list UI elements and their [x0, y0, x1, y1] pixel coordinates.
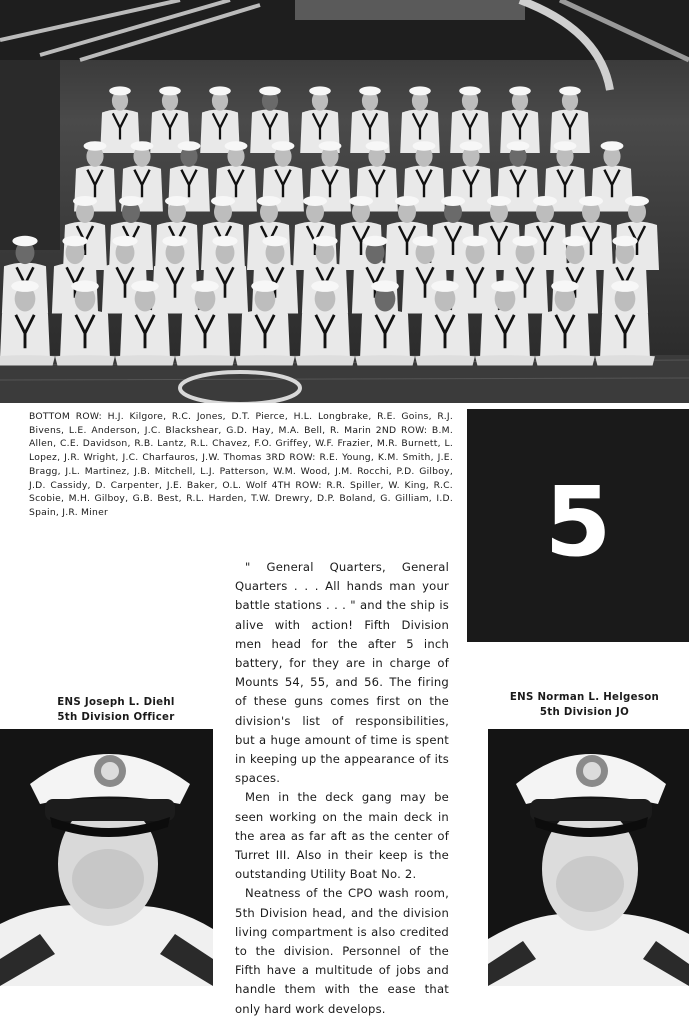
- group-photo-illustration: [0, 0, 689, 403]
- right-officer-title: 5th Division JO: [539, 707, 630, 718]
- officer-portrait-illustration: [488, 729, 689, 986]
- right-officer-name: ENS Norman L. Helgeson: [509, 692, 660, 703]
- left-officer-title: 5th Division Officer: [57, 712, 175, 723]
- caption-row-label: 3RD ROW:: [261, 452, 320, 464]
- body-paragraph: Neatness of the CPO wash room, 5th Division head, and the division living compartment is also credited to the division. Personnel of the Fifth have a multitude of jobs and handle them with the ease that only hard work develops.: [235, 886, 449, 1016]
- division-description: [235, 558, 449, 1019]
- left-officer-caption: [0, 695, 232, 725]
- body-paragraph: Men in the deck gang may be seen working on the main deck in the area as far aft as the center of Turret III. Also in their keep is the outstanding Utility Boat No. 2.: [235, 790, 449, 882]
- body-paragraph: " General Quarters, General Quarters . . . All hands man your battle stations . . . " and the ship is alive with action! Fifth Division men head for the after 5 inch battery, for they are in charge of Mounts 54, 55, and 56. The firing of these guns comes first on the division's list of responsibilities, but a huge amount of time is spent in keeping up the appearance of its spaces.: [235, 560, 449, 786]
- division-number-box: [467, 409, 689, 642]
- caption-row-names: R.E. Young, K.M. Smith, J.E. Bragg, J.L. Martinez, J.B. Mitchell, L.J. Patterson, W.M. Wood, J.M. Rocchi, P.D. Gilboy, J.D. Cassidy, D. Carpenter, J.E. Baker, O.L. Wolf: [29, 452, 453, 491]
- caption-row-label: BOTTOM ROW:: [29, 411, 108, 422]
- caption-row-label: 4TH ROW:: [266, 479, 327, 491]
- group-photo-caption: [29, 410, 453, 520]
- officer-portrait-illustration: [0, 729, 213, 986]
- caption-row-names: R.R. Spiller, W. King, R.C. Scobie, M.H. Gilboy, G.B. Best, R.L. Harden, T.W. Drewry, D.P. Boland, G. Gilliam, I.D. Spain, J.R. Miner: [29, 479, 453, 518]
- right-officer-caption: [480, 690, 689, 720]
- caption-row-names: B.M. Allen, C.E. Davidson, R.B. Lantz, R.L. Chavez, F.O. Griffey, W.F. Frazier, M.R. Burnett, L. Lopez, J.R. Wright, J.C. Charfauros, J.W. Thomas: [29, 424, 453, 464]
- caption-row-names: H.J. Kilgore, R.C. Jones, D.T. Pierce, H.L. Longbrake, R.E. Goins, R.J. Bivens, L.E. Anderson, J.C. Blackshear, G.D. Hay, M.A. Bell, R. Marin: [29, 411, 453, 436]
- division-number: 5: [544, 466, 612, 578]
- caption-row-label: 2ND ROW:: [371, 424, 432, 436]
- left-officer-name: ENS Joseph L. Diehl: [57, 697, 175, 708]
- right-officer-portrait: [488, 729, 689, 986]
- division-group-photo: [0, 0, 689, 403]
- left-officer-portrait: [0, 729, 213, 986]
